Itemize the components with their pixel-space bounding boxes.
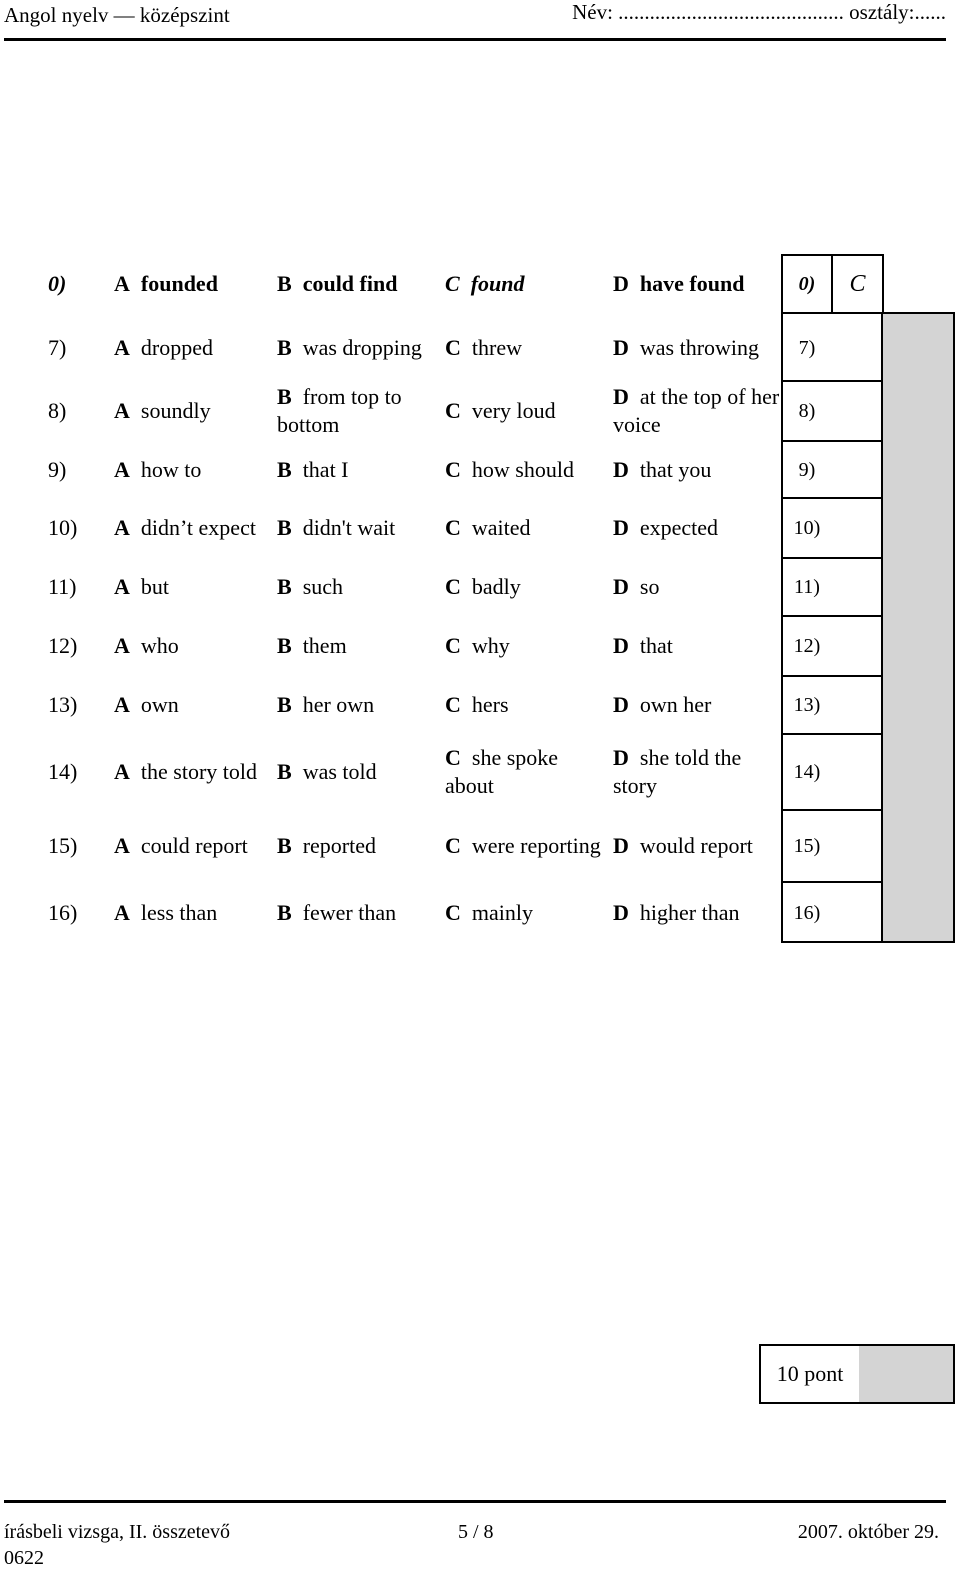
footer-code: 0622: [4, 1547, 44, 1569]
option-a: [114, 314, 274, 381]
answer-box-label: 11): [794, 576, 820, 598]
option-letter: C: [445, 334, 461, 360]
option-d: [613, 441, 781, 498]
answer-box-label: 13): [793, 694, 821, 716]
question-row: [0, 314, 960, 381]
option-d: [613, 734, 781, 810]
option-letter: A: [114, 759, 130, 784]
option-d: [613, 314, 781, 381]
option-d: [613, 498, 781, 558]
option-text: could report: [140, 833, 248, 858]
option-letter: B: [277, 574, 292, 599]
option-letter: B: [277, 899, 292, 925]
option-text: how to: [140, 456, 202, 482]
name-class-field: Név: ........................................... osztály:......: [572, 0, 946, 24]
option-letter: C: [445, 398, 461, 423]
option-text: why: [471, 633, 510, 658]
answer-box[interactable]: [833, 676, 881, 734]
option-text: reported: [302, 833, 376, 858]
question-row: [0, 734, 960, 810]
option-letter: D: [613, 574, 629, 599]
option-c: [445, 734, 610, 810]
option-a: [114, 810, 274, 882]
option-b: [277, 616, 442, 676]
answer-box-label: 16): [793, 901, 821, 924]
question-row: [0, 381, 960, 441]
page-number: 5 / 8: [458, 1521, 494, 1543]
option-letter: D: [613, 456, 629, 482]
option-text: expected: [639, 515, 719, 540]
option-text: was dropping: [302, 334, 422, 360]
question-row: [0, 810, 960, 882]
option-c: [445, 498, 610, 558]
option-text: was told: [302, 759, 377, 784]
answer-box-label: 7): [798, 336, 816, 359]
question-number: 7): [48, 334, 67, 360]
question-number: 14): [48, 759, 78, 784]
question-number: 13): [48, 692, 78, 717]
question-row: [0, 676, 960, 734]
answer-box[interactable]: [833, 441, 881, 498]
option-a: [114, 734, 274, 810]
option-letter: A: [114, 574, 130, 599]
option-letter: D: [613, 334, 629, 360]
option-letter: D: [613, 384, 629, 409]
question-number: 15): [48, 833, 78, 858]
option-letter: B: [277, 334, 292, 360]
option-letter: D: [613, 899, 629, 925]
footer-date: 2007. október 29.: [797, 1521, 939, 1543]
option-b: [277, 734, 442, 810]
option-text: didn’t expect: [140, 515, 256, 540]
option-c: [445, 810, 610, 882]
score-field[interactable]: [859, 1346, 953, 1402]
option-text: she told the story: [613, 745, 742, 798]
option-letter: C: [445, 456, 461, 482]
option-c: [445, 882, 610, 943]
option-text: own: [140, 692, 179, 717]
option-letter: A: [114, 692, 130, 717]
option-letter: B: [277, 759, 292, 784]
option-c: [445, 558, 610, 616]
score-label: 10 pont: [761, 1346, 861, 1402]
example-box-label: 0): [798, 272, 816, 295]
option-d: [613, 676, 781, 734]
option-text: were reporting: [471, 833, 601, 858]
option-letter: A: [114, 833, 130, 858]
answer-box-label: 10): [793, 517, 821, 539]
option-d: [613, 616, 781, 676]
option-letter: D: [613, 692, 629, 717]
option-text: who: [140, 633, 179, 658]
option-letter: C: [445, 574, 461, 599]
option-text: she spoke about: [445, 745, 559, 798]
option-text: the story told: [140, 759, 257, 784]
option-text: them: [302, 633, 347, 658]
option-text: fewer than: [302, 899, 397, 925]
option-c: [445, 616, 610, 676]
option-c: [445, 314, 610, 381]
option-letter: B: [277, 633, 292, 658]
option-text: such: [302, 574, 344, 599]
option-a: [114, 676, 274, 734]
answer-box[interactable]: [833, 558, 881, 616]
option-letter: A: [114, 398, 130, 423]
example-option-c: C found: [445, 271, 525, 296]
option-letter: A: [114, 334, 130, 360]
option-letter: C: [445, 833, 461, 858]
option-a: [114, 441, 274, 498]
option-text: higher than: [639, 899, 740, 925]
option-b: [277, 882, 442, 943]
question-number: 16): [48, 899, 78, 925]
option-text: threw: [471, 334, 522, 360]
answer-box[interactable]: [833, 498, 881, 558]
option-text: that I: [302, 456, 349, 482]
answer-box[interactable]: [833, 314, 881, 381]
option-text: that you: [639, 456, 712, 482]
option-text: that: [639, 633, 673, 658]
option-b: [277, 381, 442, 441]
option-text: less than: [140, 899, 218, 925]
option-letter: D: [613, 515, 629, 540]
option-a: [114, 616, 274, 676]
option-b: [277, 498, 442, 558]
question-number: 9): [48, 456, 67, 482]
answer-box-label: 15): [793, 835, 821, 857]
option-d: [613, 882, 781, 943]
option-text: badly: [471, 574, 521, 599]
option-letter: A: [114, 633, 130, 658]
option-letter: B: [277, 692, 292, 717]
question-number: 10): [48, 515, 78, 540]
option-b: [277, 558, 442, 616]
answer-box[interactable]: [833, 616, 881, 676]
score-box: [759, 1344, 955, 1404]
option-letter: D: [613, 745, 629, 770]
option-text: was throwing: [639, 334, 760, 360]
option-letter: D: [613, 833, 629, 858]
question-row: [0, 498, 960, 558]
option-letter: A: [114, 456, 130, 482]
option-letter: A: [114, 899, 130, 925]
footer-exam-part: írásbeli vizsga, II. összetevő: [4, 1521, 231, 1543]
answer-box[interactable]: [833, 734, 881, 810]
option-letter: B: [277, 515, 292, 540]
example-number: 0): [48, 271, 67, 296]
header-rule: [4, 38, 946, 41]
option-c: [445, 381, 610, 441]
option-c: [445, 676, 610, 734]
option-b: [277, 810, 442, 882]
example-option-d: D have found: [613, 271, 745, 296]
option-d: [613, 558, 781, 616]
question-row: [0, 441, 960, 498]
option-text: hers: [471, 692, 509, 717]
option-text: dropped: [140, 334, 213, 360]
answer-box-label: 14): [793, 761, 821, 783]
question-number: 11): [48, 574, 77, 599]
answer-box-label: 8): [798, 400, 816, 422]
option-letter: B: [277, 833, 292, 858]
option-a: [114, 381, 274, 441]
option-letter: C: [445, 745, 461, 770]
option-letter: A: [114, 515, 130, 540]
option-text: her own: [302, 692, 375, 717]
option-letter: B: [277, 456, 292, 482]
option-d: [613, 810, 781, 882]
answer-box[interactable]: [833, 381, 881, 441]
option-letter: C: [445, 899, 461, 925]
question-row: [0, 558, 960, 616]
option-letter: C: [445, 515, 461, 540]
option-text: very loud: [471, 398, 556, 423]
option-a: [114, 882, 274, 943]
option-d: [613, 381, 781, 441]
option-text: but: [140, 574, 170, 599]
option-text: mainly: [471, 899, 533, 925]
option-text: soundly: [140, 398, 211, 423]
answer-box-label: 9): [798, 458, 816, 481]
question-row: [0, 882, 960, 943]
question-number: 8): [48, 398, 67, 423]
example-option-a: A founded: [114, 271, 218, 296]
option-c: [445, 441, 610, 498]
example-option-b: B could find: [277, 271, 398, 296]
option-text: own her: [639, 692, 712, 717]
option-text: waited: [471, 515, 531, 540]
option-text: how should: [471, 456, 574, 482]
question-row: [0, 616, 960, 676]
option-text: would report: [639, 833, 753, 858]
option-text: from top to bottom: [277, 384, 402, 437]
question-number: 12): [48, 633, 78, 658]
answer-box-label: 12): [793, 635, 821, 657]
option-b: [277, 676, 442, 734]
option-a: [114, 558, 274, 616]
subject-title: Angol nyelv — középszint: [4, 3, 230, 27]
option-text: didn't wait: [302, 515, 396, 540]
answer-box[interactable]: [833, 810, 881, 882]
option-b: [277, 314, 442, 381]
option-letter: C: [445, 633, 461, 658]
option-letter: C: [445, 692, 461, 717]
option-text: at the top of her voice: [613, 384, 780, 437]
footer-rule: [4, 1500, 946, 1503]
option-b: [277, 441, 442, 498]
option-letter: B: [277, 384, 292, 409]
option-letter: D: [613, 633, 629, 658]
answer-box[interactable]: [833, 882, 881, 943]
example-answer: C: [849, 270, 866, 297]
option-a: [114, 498, 274, 558]
option-text: so: [639, 574, 660, 599]
